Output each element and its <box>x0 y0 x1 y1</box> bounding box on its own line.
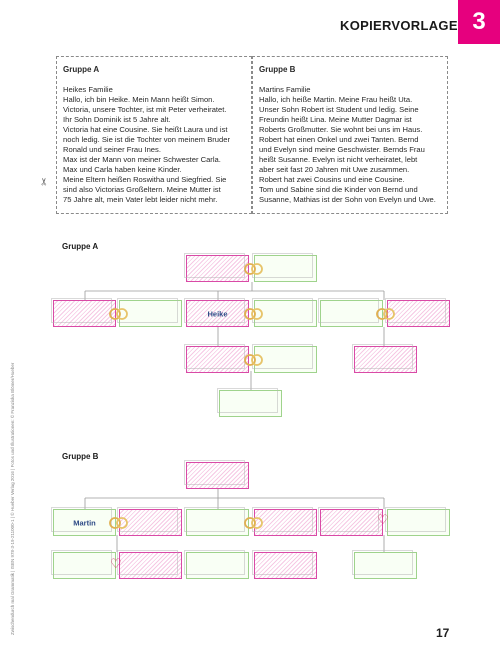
card-b-line: Robert hat zwei Cousins und eine Cousine. <box>259 175 405 184</box>
tree-a-sister-box[interactable] <box>53 300 116 327</box>
card-a-line: Ronald und seiner Frau Ines. <box>63 145 161 154</box>
card-a-line: Max ist der Mann von meiner Schwester Carla. <box>63 155 221 164</box>
martin-label: Martin <box>73 518 96 527</box>
card-a-line: sind also Victorias Großeltern. Meine Mutter ist <box>63 185 221 194</box>
tree-b-sister-partner-box[interactable] <box>387 509 450 536</box>
card-b-line: und Evelyn sind meine Geschwister. Bernds Frau <box>259 145 425 154</box>
card-a-line: Meine Eltern heißen Roswitha und Siegfried. Sie <box>63 175 227 184</box>
card-b-line: Freundin heißt Lina. Meine Mutter Dagmar ist <box>259 115 412 124</box>
page-number: 17 <box>436 626 450 640</box>
wedding-rings-icon <box>108 307 130 321</box>
card-a-line: noch ledig. Sie ist die Tochter von meinem Bruder <box>63 135 231 144</box>
tree-b-label: Gruppe B <box>62 452 99 461</box>
card-a-line: Max und Carla haben keine Kinder. <box>63 165 182 174</box>
card-b-line: Martins Familie <box>259 85 311 94</box>
card-b-line: Unser Sohn Robert ist Student und ledig. Seine <box>259 105 419 114</box>
card-a-line: Heikes Familie <box>63 85 113 94</box>
heike-label: Heike <box>207 309 228 318</box>
wedding-rings-icon <box>243 353 265 367</box>
tree-b-nephew-box[interactable] <box>186 552 249 579</box>
wedding-rings-icon <box>375 307 397 321</box>
wedding-rings-icon <box>243 516 265 530</box>
tree-b-niece-box[interactable] <box>254 552 317 579</box>
card-b-line: Hallo, ich heiße Martin. Meine Frau heißt Uta. <box>259 95 413 104</box>
tree-a-grandmother-box[interactable] <box>186 255 249 282</box>
card-b-line: Susanne, Mathias ist der Sohn von Evelyn und Uwe. <box>259 195 436 204</box>
card-b-line: heißt Susanne. Evelyn ist nicht verheiratet, lebt <box>259 155 418 164</box>
tree-a-niece-box[interactable] <box>354 346 417 373</box>
tree-b-cousin-box[interactable] <box>354 552 417 579</box>
tree-a-brother-box[interactable] <box>320 300 383 327</box>
card-a-line: Victoria, unsere Tochter, ist mit Peter verheiratet. <box>63 105 227 114</box>
tree-b-son-box[interactable] <box>53 552 116 579</box>
copyright-note: Zwischendurch mal Grammatik | ISBN 978-3-19-211000-1 | © Hueber Verlag 2016 | Fotos und Illustrationen: © Franziska Blömer/Hueber <box>10 362 15 635</box>
card-b-line: Roberts Großmutter. Sie wohnt bei uns im Haus. <box>259 125 423 134</box>
heart-icon: ♡ <box>110 556 122 571</box>
card-b-line: Robert hat einen Onkel und zwei Tanten. Bernd <box>259 135 419 144</box>
tree-b-grandmother-box[interactable] <box>186 462 249 489</box>
card-a-heading: Gruppe A <box>63 65 100 74</box>
card-a-line: Ihr Sohn Dominik ist 5 Jahre alt. <box>63 115 171 124</box>
card-b-heading: Gruppe B <box>259 65 296 74</box>
tree-a-daughter-box[interactable] <box>186 346 249 373</box>
wedding-rings-icon <box>108 516 130 530</box>
card-a-line: 75 Jahre alt, mein Vater lebt leider nicht mehr. <box>63 195 218 204</box>
chapter-tab: 3 <box>458 0 500 44</box>
wedding-rings-icon <box>243 262 265 276</box>
tree-b-son-girlfriend-box[interactable] <box>119 552 182 579</box>
tree-a-label: Gruppe A <box>62 242 99 251</box>
card-a-line: Victoria hat eine Cousine. Sie heißt Laura und ist <box>63 125 228 134</box>
tree-b-brother-box[interactable] <box>186 509 249 536</box>
tree-b-sister-box[interactable] <box>320 509 383 536</box>
tree-b-martin-box[interactable] <box>53 509 116 536</box>
scissors-icon: ✂ <box>39 177 51 186</box>
card-a-line: Hallo, ich bin Heike. Mein Mann heißt Simon. <box>63 95 215 104</box>
card-b-line: Tom und Sabine sind die Kinder von Bernd und <box>259 185 418 194</box>
tree-a-heike-box[interactable] <box>186 300 249 327</box>
wedding-rings-icon <box>243 307 265 321</box>
tree-a-grandson-box[interactable] <box>219 390 282 417</box>
card-b-line: aber seit fast 20 Jahren mit Uwe zusammen. <box>259 165 410 174</box>
heart-icon: ♡ <box>377 512 389 527</box>
header-title: KOPIERVORLAGE <box>340 18 458 33</box>
